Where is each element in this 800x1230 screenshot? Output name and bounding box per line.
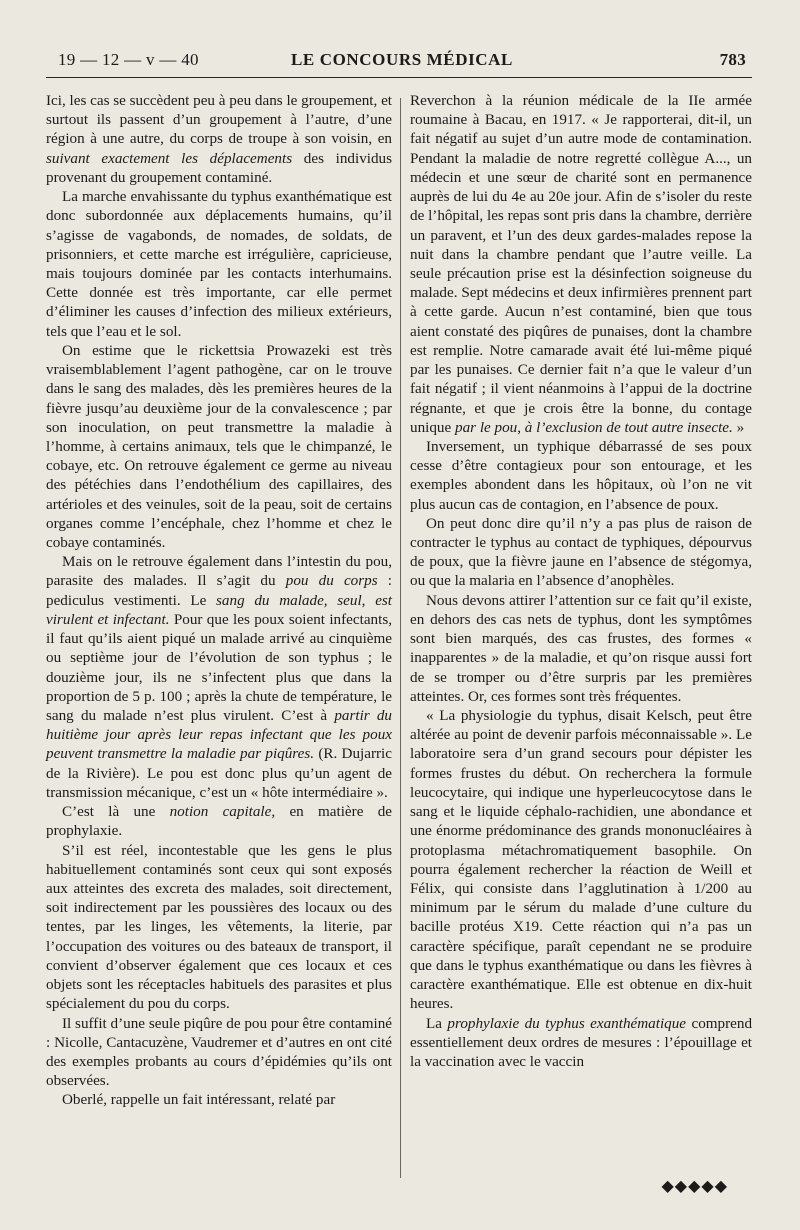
text-run: Oberlé, rappelle un fait intéressant, relaté par bbox=[62, 1091, 336, 1109]
text-run: en matière de prophylaxie. bbox=[46, 803, 392, 840]
text-run: Inversement, un typhique débarrassé de ses poux cesse d’être contagieux pour son entourage, et les exemples abondent dans les hôpitaux, où l’on ne vit plus aucun cas de contagion, en l’absence de poux. bbox=[410, 437, 752, 513]
paragraph bbox=[410, 706, 752, 1014]
right-column bbox=[410, 91, 752, 1071]
paragraph bbox=[46, 1090, 392, 1109]
header-rule bbox=[46, 77, 752, 78]
journal-title: LE CONCOURS MÉDICAL bbox=[290, 50, 514, 69]
column-divider bbox=[400, 98, 401, 1178]
italic-run: partir du huitième jour après leur repas infectant que les poux peuvent transmettre la maladie par piqûres. bbox=[46, 707, 392, 763]
text-run: Pour que les poux soient infectants, il faut qu’ils aient piqué un malade arrivé au cinquième ou septième jour de l’évolution de son typhus ; le douzième jour, ils ne s’infectent plus que dans la proportion de 5 p. 100 ; après la chute de température, le sang du malade n’est plus virulent. C’est à bbox=[46, 610, 392, 724]
italic-run: sang du malade, seul, est virulent et infectant. bbox=[46, 591, 393, 628]
text-run: La marche envahissante du typhus exanthématique est donc subordonnée aux déplacements humains, qu’il s’agisse de vagabonds, de nomades, de soldats, de prisonniers, et cette marche est irrégulière, capricieuse, mais toujours dominée par les contacts interhumains. Cette donnée est très importante, car elle permet d’éliminer les causes d’infection des milieux extérieurs, tels que l’eau et le sol. bbox=[46, 188, 392, 340]
text-run: S’il est réel, incontestable que les gens le plus habituellement contaminés sont ceux qui sont exposés aux atteintes des excreta des malades, soit directement, soit indirectement par les poussières des locaux ou des tentes, par les linges, les vêtements, la literie, par l’occupation des voitures ou des bateaux de transport, il convient d’observer également que ces locaux et ces objets sont les réceptacles habituels des parasites et plus spécialement du pou du corps. bbox=[46, 841, 392, 1013]
paragraph bbox=[46, 341, 392, 552]
text-run: Nous devons attirer l’attention sur ce fait qu’il existe, en dehors des cas nets de typhus, dont les symptômes sont bien marqués, des cas frustes, des formes « inapparentes » de la maladie, et qu’on risque aussi fort de se tromper ou d’être surpris par les premières atteintes. Or, ces formes sont très fréquentes. bbox=[410, 591, 752, 705]
text-run: » bbox=[732, 418, 745, 436]
text-run: La bbox=[426, 1014, 448, 1032]
paragraph bbox=[46, 802, 392, 840]
paragraph bbox=[46, 187, 392, 341]
left-column bbox=[46, 91, 392, 1110]
text-run: On estime que le rickettsia Prowazeki est très vraisemblablement l’agent pathogène, car on le trouve dans le sang des malades, dès les premières heures de la fièvre jusqu’au deuxième jour de la convalescence ; par son inoculation, on peut transmettre la maladie à l’homme, à certains animaux, tels que le chimpanzé, le cobaye, etc. On retrouve également ce germe au niveau des pétéchies dans l’endothélium des capillaires, des artérioles et des veinules, soit de la peau, soit de certains organes comme l’encéphale, chez l’homme et chez le cobaye contaminés. bbox=[46, 341, 392, 552]
paragraph bbox=[410, 91, 752, 437]
paragraph bbox=[410, 514, 752, 591]
text-run: Mais on le retrouve également dans l’intestin du pou, parasite des malades. Il s’agit du bbox=[46, 553, 392, 590]
text-run: (R. Dujarric de la Rivière). Le pou est donc plus qu’un agent de transmission mécanique, c’est un « hôte intermédiaire ». bbox=[46, 745, 392, 801]
italic-run: pou du corps bbox=[285, 572, 378, 590]
italic-run: prophylaxie du typhus exanthématique bbox=[447, 1014, 687, 1032]
running-header bbox=[58, 46, 746, 76]
text-run: : pediculus vestimenti. Le bbox=[46, 572, 392, 609]
page-number: 783 bbox=[719, 50, 746, 69]
text-run: Reverchon à la réunion médicale de la IIe armée roumaine à Bacau, en 1917. « Je rapporterai, dit-il, un fait négatif au sujet d’un autre mode de contamination. Pendant la maladie de notre regretté collègue A..., un médecin et une sœur de charité sont en permanence auprès de lui du 4e au 20e jour. Afin de s’isoler du reste de l’hôpital, les repas sont pris dans la chambre, derrière un paravent, et l’un des deux gardes-malades repose la nuit dans la chambre pendant que l’autre veille. La seule précaution prise est la désinfection soigneuse du malade. Sept médecins et deux infirmières prennent part à cette garde. Aucun n’est contaminé, bien que tous aient constaté des piqûres de punaises, dont la chambre est remplie. Notre camarade avait été lui-même piqué par les punaises. Ce dernier fait n’a que le valeur d’un fait négatif ; il vient néanmoins à l’appui de la doctrine régnante, et que je crois être la bonne, du contage unique bbox=[410, 92, 752, 436]
paragraph bbox=[46, 91, 392, 187]
end-ornament: ◆◆◆◆◆ bbox=[661, 1176, 728, 1195]
issue-date: 19 — 12 — v — 40 bbox=[58, 50, 199, 69]
italic-run: par le pou, à l’exclusion de tout autre insecte. bbox=[455, 418, 733, 436]
text-run: On peut donc dire qu’il n’y a pas plus de raison de contracter le typhus au contact de typhiques, dépourvus de poux, que la fièvre jaune en l’absence de stégomya, ou que la malaria en l’absence d’anophèles. bbox=[410, 514, 752, 590]
paragraph bbox=[410, 437, 752, 514]
italic-run: suivant exactement les déplacements bbox=[46, 149, 293, 167]
paragraph bbox=[410, 1014, 752, 1072]
text-run: Ici, les cas se succèdent peu à peu dans le groupement, et surtout ils passent d’un groupement à l’autre, d’une région à une autre, du corps de troupe à son voisin, en bbox=[46, 92, 392, 148]
text-run: Il suffit d’une seule piqûre de pou pour être contaminé : Nicolle, Cantacuzène, Vaudremer et d’autres en ont cité des exemples probants au cours d’épidémies qu’ils ont observées. bbox=[46, 1014, 392, 1090]
paragraph bbox=[46, 841, 392, 1014]
text-run: « La physiologie du typhus, disait Kelsch, peut être altérée au point de devenir parfois méconnaissable ». Le laboratoire sera d’un grand secours pour dépister les formes frustes du début. On recherchera la formule leucocytaire, qui indique une hyperleucocytose dans le sang et le liquide céphalo-rachidien, une abondance et une énorme prédominance des grands mononucléaires à protoplasma métachromatiquement basophile. On pourra également rechercher la réaction de Weill et Félix, qui consiste dans l’agglutination à 1/200 au minimum par le sérum du malade d’une culture du bacille protéus X19. Cette réaction qui n’a pas un caractère spécifique, paraît cependant ne se produire que dans le typhus exanthématique ou dans les fièvres à caractère exanthématique. Elle est obtenue en dix-huit heures. bbox=[410, 707, 752, 1013]
paragraph bbox=[46, 1014, 392, 1091]
text-run: des individus provenant du groupement contaminé. bbox=[46, 149, 392, 186]
paragraph bbox=[46, 552, 392, 802]
text-run: C’est là une bbox=[62, 803, 170, 821]
italic-run: notion capitale, bbox=[169, 803, 276, 821]
paragraph bbox=[410, 591, 752, 706]
text-run: comprend essentiellement deux ordres de mesures : l’épouillage et la vaccination avec le vaccin bbox=[410, 1014, 753, 1070]
